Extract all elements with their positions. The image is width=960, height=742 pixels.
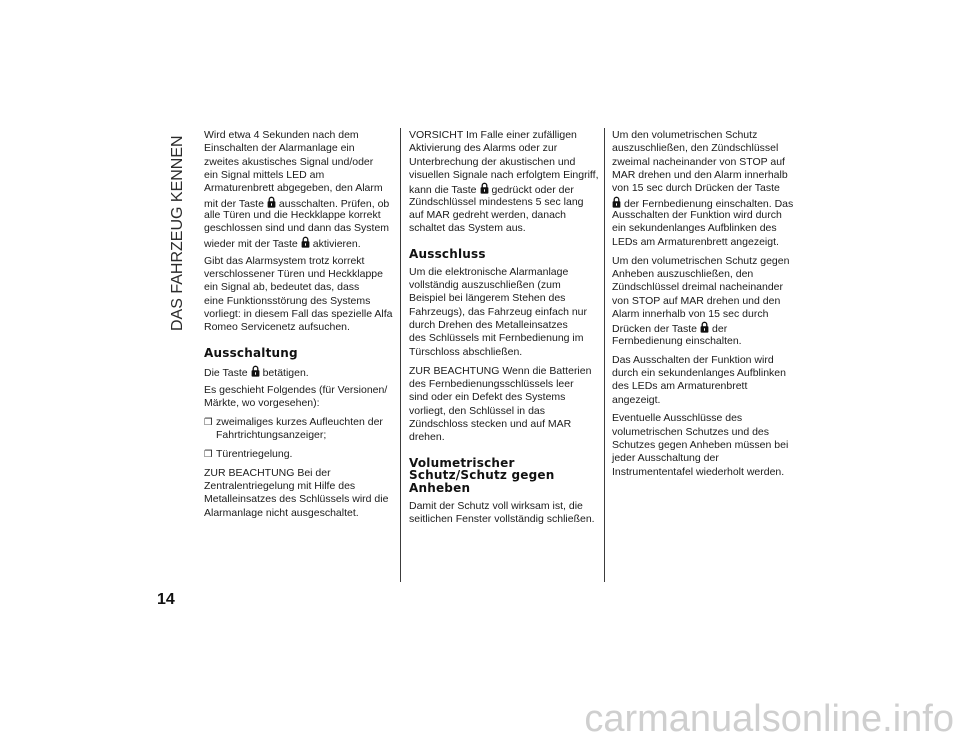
text-run: Armaturenbrett abgegeben, den Alarm bbox=[204, 182, 383, 195]
text-run: betätigen. bbox=[262, 366, 309, 379]
text-run: MAR drehen und den Alarm innerhalb bbox=[612, 169, 788, 182]
text-line bbox=[204, 467, 394, 480]
text-line bbox=[612, 182, 802, 195]
bullet-marker: ❒ bbox=[204, 416, 213, 428]
text-line bbox=[216, 416, 394, 429]
text-run: Türschloss abschließen. bbox=[409, 345, 523, 358]
section-heading bbox=[409, 457, 599, 495]
lock-icon bbox=[480, 182, 489, 194]
text-run: angezeigt. bbox=[612, 393, 661, 406]
text-line bbox=[409, 332, 599, 345]
paragraph bbox=[612, 129, 802, 249]
text-run: ein Signal mittels LED am bbox=[204, 169, 325, 182]
text-line bbox=[409, 418, 599, 431]
text-line bbox=[409, 142, 599, 155]
text-run: Damit der Schutz voll wirksam ist, die bbox=[409, 499, 583, 512]
text-run: Beispiel bei längerem Stehen des bbox=[409, 292, 566, 305]
section-heading bbox=[409, 248, 599, 261]
text-run: Anheben bbox=[409, 480, 471, 495]
text-line bbox=[409, 365, 599, 378]
text-run: Anheben auszuschließen, den bbox=[612, 267, 754, 280]
text-run: vollständig auszuschließen (zum bbox=[409, 279, 561, 292]
text-run: Unterbrechung der akustischen und bbox=[409, 155, 576, 168]
text-run: Zündschlüssel dreimal nacheinander bbox=[612, 281, 784, 294]
text-line bbox=[204, 209, 394, 222]
text-run: Türentriegelung. bbox=[216, 447, 293, 460]
lock-icon bbox=[700, 321, 709, 333]
text-run: von STOP auf MAR drehen und den bbox=[612, 294, 781, 307]
text-line bbox=[409, 292, 599, 305]
paragraph bbox=[409, 365, 599, 445]
text-line bbox=[204, 321, 394, 334]
paragraph bbox=[204, 365, 394, 378]
section-heading bbox=[204, 347, 394, 360]
text-run: Alarm innerhalb von 15 sec durch bbox=[612, 307, 769, 320]
text-run: ein Signal ab, bedeutet das, dass bbox=[204, 281, 360, 294]
text-line bbox=[204, 493, 394, 506]
text-run: zweites akustisches Signal und/oder bbox=[204, 155, 374, 168]
text-line bbox=[409, 196, 599, 209]
text-run: der bbox=[712, 323, 728, 336]
text-line bbox=[204, 236, 394, 249]
watermark: carmanualsonline.info bbox=[584, 698, 954, 740]
heading-line bbox=[204, 347, 394, 360]
text-run: auszuschließen, den Zündschlüssel bbox=[612, 142, 779, 155]
paragraph bbox=[612, 412, 802, 479]
text-run: Metalleinsatzes des Schlüssels wird die bbox=[204, 493, 389, 506]
text-run: Fernbedienung einschalten. bbox=[612, 334, 742, 347]
text-run: Volumetrischer bbox=[409, 455, 515, 470]
text-line bbox=[204, 308, 394, 321]
text-line bbox=[612, 169, 802, 182]
text-run: Ausschaltung bbox=[204, 345, 298, 360]
lock-icon bbox=[612, 196, 621, 208]
text-run: durch Drehen des Metalleinsatzes bbox=[409, 319, 568, 332]
text-run: Fahrtrichtungsanzeiger; bbox=[216, 429, 327, 442]
lock-icon bbox=[251, 365, 260, 377]
text-line bbox=[612, 426, 802, 439]
text-line bbox=[612, 439, 802, 452]
text-line bbox=[612, 222, 802, 235]
text-run: volumetrischen Schutzes und des bbox=[612, 425, 770, 438]
text-run: Um den volumetrischen Schutz bbox=[612, 129, 758, 141]
text-run: der Fernbedienung einschalten. Das bbox=[624, 197, 794, 210]
text-line bbox=[204, 281, 394, 294]
text-line bbox=[612, 321, 802, 334]
text-line bbox=[612, 156, 802, 169]
text-run: kann die Taste bbox=[409, 184, 477, 197]
text-run: durch ein sekundenlanges Aufblinken bbox=[612, 366, 786, 379]
text-line bbox=[204, 255, 394, 268]
text-run: ZUR BEACHTUNG Wenn die Batterien bbox=[409, 364, 592, 377]
text-run: Ausschluss bbox=[409, 246, 486, 261]
text-run: aktivieren. bbox=[312, 237, 361, 250]
text-line bbox=[612, 308, 802, 321]
text-line bbox=[409, 405, 599, 418]
text-run: des Fernbedienungsschlüssels leer bbox=[409, 378, 574, 390]
text-line bbox=[409, 378, 599, 391]
text-line bbox=[204, 182, 394, 195]
text-line bbox=[204, 365, 394, 378]
text-line bbox=[409, 306, 599, 319]
text-line bbox=[204, 169, 394, 182]
text-line bbox=[612, 354, 802, 367]
text-run: drehen. bbox=[409, 431, 445, 444]
paragraph bbox=[204, 467, 394, 520]
text-run: Drücken der Taste bbox=[612, 323, 698, 336]
text-run: verschlossener Türen und Heckklappe bbox=[204, 267, 383, 280]
text-run: Einschalten der Alarmanlage ein bbox=[204, 142, 355, 155]
text-run: Romeo Servicenetz aufsuchen. bbox=[204, 321, 350, 334]
lock-icon bbox=[301, 236, 310, 248]
paragraph bbox=[204, 255, 394, 335]
text-line bbox=[612, 394, 802, 407]
text-line bbox=[612, 281, 802, 294]
chapter-side-title: DAS FAHRZEUG KENNEN bbox=[169, 135, 186, 331]
text-run: Fahrzeugs), das Fahrzeug einfach nur bbox=[409, 305, 588, 318]
text-run: wieder mit der Taste bbox=[204, 237, 298, 250]
text-run: zweimal nacheinander von STOP auf bbox=[612, 155, 785, 168]
text-line bbox=[409, 500, 599, 513]
text-run: Es geschieht Folgendes (für Versionen/ bbox=[204, 383, 388, 396]
text-run: sind oder ein Defekt des Systems bbox=[409, 391, 566, 404]
text-line bbox=[204, 156, 394, 169]
paragraph bbox=[409, 266, 599, 359]
text-run: auf MAR gedreht werden, danach bbox=[409, 209, 567, 222]
text-column-2 bbox=[409, 129, 599, 526]
text-line bbox=[204, 507, 394, 520]
text-line bbox=[409, 266, 599, 279]
text-line bbox=[612, 129, 802, 142]
text-run: des LEDs am Armaturenbrett bbox=[612, 380, 748, 393]
text-run: Aktivierung des Alarms oder zur bbox=[409, 142, 558, 155]
text-run: seitlichen Fenster vollständig schließen. bbox=[409, 513, 595, 526]
text-line bbox=[612, 452, 802, 465]
text-line bbox=[409, 513, 599, 526]
text-run: alle Türen und die Heckklappe korrekt bbox=[204, 209, 381, 222]
text-line bbox=[409, 182, 599, 195]
text-run: eine Funktionsstörung des Systems bbox=[204, 294, 371, 307]
text-run: Märkte, wo vorgesehen): bbox=[204, 396, 320, 409]
text-run: Um den volumetrischen Schutz gegen bbox=[612, 254, 790, 267]
paragraph bbox=[409, 500, 599, 527]
paragraph bbox=[409, 129, 599, 236]
text-run: Zentralentriegelung mit Hilfe des bbox=[204, 480, 356, 493]
text-run: Alarmanlage nicht ausgeschaltet. bbox=[204, 506, 359, 519]
text-line bbox=[612, 236, 802, 249]
text-run: Zündschloss stecken und auf MAR bbox=[409, 418, 572, 431]
text-line bbox=[204, 142, 394, 155]
text-line bbox=[409, 431, 599, 444]
text-run: vorliegt, den Schlüssel in das bbox=[409, 404, 545, 417]
text-line bbox=[409, 346, 599, 359]
paragraph bbox=[612, 255, 802, 348]
text-line bbox=[612, 412, 802, 425]
text-line bbox=[204, 129, 394, 142]
text-run: schaltet das System aus. bbox=[409, 222, 526, 235]
text-run: mit der Taste bbox=[204, 197, 264, 210]
text-line bbox=[409, 222, 599, 235]
text-run: VORSICHT Im Falle einer zufälligen bbox=[409, 129, 577, 141]
text-line bbox=[204, 295, 394, 308]
text-line bbox=[204, 480, 394, 493]
text-line bbox=[409, 156, 599, 169]
column-divider bbox=[400, 128, 401, 582]
text-run: Um die elektronische Alarmanlage bbox=[409, 265, 569, 278]
paragraph bbox=[204, 384, 394, 411]
text-run: ein sekundenlanges Aufblinken des bbox=[612, 222, 777, 235]
text-line bbox=[216, 429, 394, 442]
text-run: zweimaliges kurzes Aufleuchten der bbox=[216, 415, 383, 428]
text-run: Das Ausschalten der Funktion wird bbox=[612, 353, 774, 366]
text-line bbox=[612, 367, 802, 380]
text-line bbox=[612, 196, 802, 209]
text-run: Wird etwa 4 Sekunden nach dem bbox=[204, 129, 359, 141]
text-run: des Schlüssels mit Fernbedienung im bbox=[409, 332, 584, 345]
text-run: Instrumententafel wiederholt werden. bbox=[612, 465, 785, 478]
bullet-item bbox=[204, 448, 394, 461]
text-line bbox=[612, 295, 802, 308]
text-run: ZUR BEACHTUNG Bei der bbox=[204, 466, 331, 479]
text-run: LEDs am Armaturenbrett angezeigt. bbox=[612, 235, 779, 248]
text-line bbox=[409, 279, 599, 292]
text-run: Die Taste bbox=[204, 366, 248, 379]
text-line bbox=[409, 209, 599, 222]
text-line bbox=[204, 397, 394, 410]
heading-line bbox=[409, 482, 599, 495]
paragraph bbox=[612, 354, 802, 407]
heading-line bbox=[409, 248, 599, 261]
text-line bbox=[409, 169, 599, 182]
text-line bbox=[612, 380, 802, 393]
text-run: Gibt das Alarmsystem trotz korrekt bbox=[204, 254, 365, 267]
text-line bbox=[409, 319, 599, 332]
text-run: Ausschalten der Funktion wird durch bbox=[612, 209, 782, 222]
text-run: visuellen Signale nach erfolgtem Eingriff, bbox=[409, 169, 599, 182]
text-line bbox=[204, 384, 394, 397]
text-run: geschlossen sind und dann das System bbox=[204, 222, 390, 235]
bullet-marker: ❒ bbox=[204, 448, 213, 460]
text-run: jeder Ausschaltung der bbox=[612, 452, 719, 465]
text-run: vorliegt: in diesem Fall das spezielle Alfa bbox=[204, 307, 393, 320]
paragraph bbox=[204, 129, 394, 249]
text-line bbox=[612, 142, 802, 155]
text-run: ausschalten. Prüfen, ob bbox=[278, 197, 390, 210]
text-run: Schutzes gegen Anheben müssen bei bbox=[612, 439, 789, 452]
bullet-item bbox=[204, 416, 394, 443]
text-line bbox=[612, 209, 802, 222]
text-line bbox=[409, 391, 599, 404]
text-line bbox=[204, 196, 394, 209]
text-run: von 15 sec durch Drücken der Taste bbox=[612, 182, 780, 195]
page-number: 14 bbox=[157, 591, 175, 608]
text-line bbox=[612, 255, 802, 268]
text-run: Eventuelle Ausschlüsse des bbox=[612, 412, 743, 425]
text-run: Zündschlüssel mindestens 5 sec lang bbox=[409, 195, 584, 208]
text-run: gedrückt oder der bbox=[491, 184, 574, 197]
text-line bbox=[204, 222, 394, 235]
text-line bbox=[216, 448, 394, 461]
text-line bbox=[612, 466, 802, 479]
text-run: Schutz/Schutz gegen bbox=[409, 468, 555, 483]
text-line bbox=[612, 335, 802, 348]
text-line bbox=[612, 268, 802, 281]
text-line bbox=[409, 129, 599, 142]
column-divider bbox=[604, 128, 605, 582]
text-column-3 bbox=[612, 129, 802, 479]
lock-icon bbox=[267, 196, 276, 208]
text-column-1 bbox=[204, 129, 394, 520]
text-line bbox=[204, 268, 394, 281]
